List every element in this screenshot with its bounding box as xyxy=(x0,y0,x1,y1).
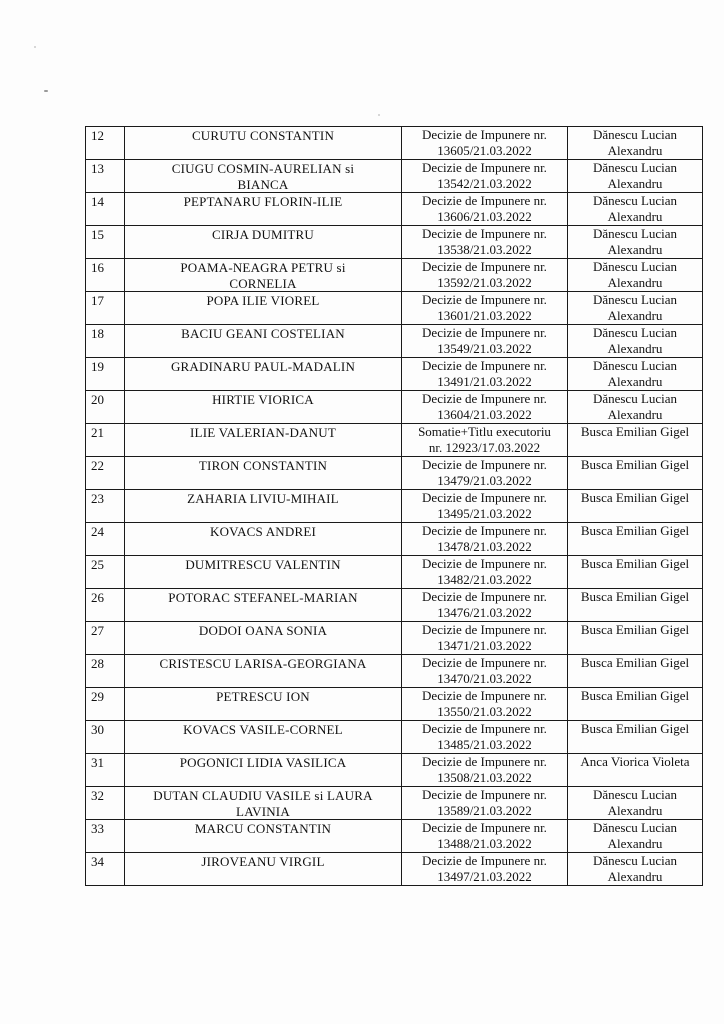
taxpayer-name-cell xyxy=(125,424,402,457)
taxpayer-name-cell xyxy=(125,622,402,655)
agent-line: Busca Emilian Gigel xyxy=(580,424,690,439)
taxpayer-name-cell xyxy=(125,226,402,259)
document-line: 13495/21.03.2022 xyxy=(437,505,532,521)
taxpayer-name-cell xyxy=(125,358,402,391)
taxpayer-name-line: POPA ILIE VIOREL xyxy=(206,293,320,308)
agent-line: Busca Emilian Gigel xyxy=(580,655,690,670)
document-line: Decizie de Impunere nr. xyxy=(422,127,547,142)
taxpayer-name-cell xyxy=(125,655,402,688)
taxpayer-name-line: POTORAC STEFANEL-MARIAN xyxy=(168,590,358,605)
taxpayer-name-cell xyxy=(125,523,402,556)
document-line: 13606/21.03.2022 xyxy=(437,208,532,224)
taxpayer-name-line: JIROVEANU VIRGIL xyxy=(201,854,325,869)
taxpayer-name-cell xyxy=(125,127,402,160)
table-row xyxy=(86,754,703,787)
agent-cell xyxy=(568,523,703,556)
agent-cell xyxy=(568,622,703,655)
taxpayer-name-cell xyxy=(125,688,402,721)
document-line: Somatie+Titlu executoriu xyxy=(418,424,551,439)
agent-cell xyxy=(568,688,703,721)
table-row xyxy=(86,325,703,358)
agent-line: Dănescu Lucian xyxy=(592,820,678,835)
agent-line: Alexandru xyxy=(607,142,663,158)
agent-line: Alexandru xyxy=(607,274,663,290)
document-cell xyxy=(402,226,568,259)
taxpayer-name-line: BIANCA xyxy=(237,176,289,192)
agent-cell xyxy=(568,259,703,292)
document-line: Decizie de Impunere nr. xyxy=(422,523,547,538)
taxpayer-name-line: KOVACS ANDREI xyxy=(209,524,317,539)
agent-cell xyxy=(568,754,703,787)
taxpayer-name-line: BACIU GEANI COSTELIAN xyxy=(181,326,345,341)
row-number-cell: 21 xyxy=(86,424,125,457)
document-line: Decizie de Impunere nr. xyxy=(422,391,547,406)
row-number-cell: 13 xyxy=(86,160,125,193)
row-number-cell: 18 xyxy=(86,325,125,358)
table-row xyxy=(86,391,703,424)
agent-cell xyxy=(568,556,703,589)
agent-line: Dănescu Lucian xyxy=(592,127,678,142)
row-number-cell: 22 xyxy=(86,457,125,490)
row-number-cell: 15 xyxy=(86,226,125,259)
row-number-cell: 30 xyxy=(86,721,125,754)
document-line: Decizie de Impunere nr. xyxy=(422,655,547,670)
table-row xyxy=(86,226,703,259)
agent-cell xyxy=(568,325,703,358)
taxpayer-name-line: LAVINIA xyxy=(236,803,290,819)
document-cell xyxy=(402,589,568,622)
document-line: 13485/21.03.2022 xyxy=(437,736,532,752)
agent-line: Alexandru xyxy=(607,868,663,884)
document-cell xyxy=(402,853,568,886)
agent-line: Dănescu Lucian xyxy=(592,226,678,241)
agent-cell xyxy=(568,292,703,325)
table-row xyxy=(86,523,703,556)
document-line: Decizie de Impunere nr. xyxy=(422,292,547,307)
taxpayer-name-line: CIUGU COSMIN-AURELIAN si xyxy=(171,161,355,176)
table-row xyxy=(86,193,703,226)
document-line: Decizie de Impunere nr. xyxy=(422,358,547,373)
document-cell xyxy=(402,787,568,820)
agent-line: Alexandru xyxy=(607,208,663,224)
document-cell xyxy=(402,820,568,853)
row-number-cell: 28 xyxy=(86,655,125,688)
agent-line: Alexandru xyxy=(607,373,663,389)
agent-line: Alexandru xyxy=(607,340,663,356)
document-line: 13601/21.03.2022 xyxy=(437,307,532,323)
agent-line: Busca Emilian Gigel xyxy=(580,721,690,736)
document-line: 13488/21.03.2022 xyxy=(437,835,532,851)
taxpayer-name-line: CRISTESCU LARISA-GEORGIANA xyxy=(159,656,367,671)
table-row xyxy=(86,424,703,457)
document-line: Decizie de Impunere nr. xyxy=(422,193,547,208)
taxpayer-name-line: DODOI OANA SONIA xyxy=(198,623,328,638)
row-number-cell: 32 xyxy=(86,787,125,820)
taxpayer-name-cell xyxy=(125,457,402,490)
document-cell xyxy=(402,754,568,787)
document-cell xyxy=(402,457,568,490)
table-row xyxy=(86,787,703,820)
agent-line: Busca Emilian Gigel xyxy=(580,688,690,703)
agent-line: Dănescu Lucian xyxy=(592,160,678,175)
document-line: Decizie de Impunere nr. xyxy=(422,721,547,736)
document-line: Decizie de Impunere nr. xyxy=(422,259,547,274)
agent-cell xyxy=(568,490,703,523)
document-line: Decizie de Impunere nr. xyxy=(422,160,547,175)
document-line: 13476/21.03.2022 xyxy=(437,604,532,620)
taxpayer-name-cell xyxy=(125,292,402,325)
document-line: Decizie de Impunere nr. xyxy=(422,556,547,571)
scan-speck xyxy=(378,114,380,116)
row-number-cell: 19 xyxy=(86,358,125,391)
agent-line: Dănescu Lucian xyxy=(592,391,678,406)
document-line: 13497/21.03.2022 xyxy=(437,868,532,884)
document-cell xyxy=(402,424,568,457)
agent-line: Busca Emilian Gigel xyxy=(580,556,690,571)
document-cell xyxy=(402,490,568,523)
agent-cell xyxy=(568,457,703,490)
scan-speck xyxy=(44,90,48,92)
agent-line: Dănescu Lucian xyxy=(592,787,678,802)
document-cell xyxy=(402,259,568,292)
document-cell xyxy=(402,391,568,424)
taxpayer-name-line: TIRON CONSTANTIN xyxy=(198,458,328,473)
agent-cell xyxy=(568,193,703,226)
table-row xyxy=(86,721,703,754)
agent-cell xyxy=(568,787,703,820)
taxpayer-name-line: MARCU CONSTANTIN xyxy=(194,821,332,836)
agent-line: Busca Emilian Gigel xyxy=(580,523,690,538)
document-line: 13482/21.03.2022 xyxy=(437,571,532,587)
document-line: Decizie de Impunere nr. xyxy=(422,457,547,472)
row-number-cell: 23 xyxy=(86,490,125,523)
document-line: 13470/21.03.2022 xyxy=(437,670,532,686)
table-row xyxy=(86,259,703,292)
taxpayer-name-cell xyxy=(125,820,402,853)
taxpayer-name-line: DUTAN CLAUDIU VASILE si LAURA xyxy=(153,788,373,803)
taxpayer-name-cell xyxy=(125,490,402,523)
document-cell xyxy=(402,688,568,721)
document-line: 13592/21.03.2022 xyxy=(437,274,532,290)
agent-cell xyxy=(568,226,703,259)
agent-line: Anca Viorica Violeta xyxy=(580,754,690,769)
taxpayer-name-line: ILIE VALERIAN-DANUT xyxy=(190,425,336,440)
document-line: Decizie de Impunere nr. xyxy=(422,754,547,769)
agent-line: Dănescu Lucian xyxy=(592,325,678,340)
document-line: 13471/21.03.2022 xyxy=(437,637,532,653)
agent-line: Busca Emilian Gigel xyxy=(580,622,690,637)
row-number-cell: 26 xyxy=(86,589,125,622)
document-cell xyxy=(402,160,568,193)
document-cell xyxy=(402,556,568,589)
agent-cell xyxy=(568,820,703,853)
taxpayer-name-cell xyxy=(125,556,402,589)
taxpayer-name-line: POAMA-NEAGRA PETRU si xyxy=(180,260,346,275)
table-row xyxy=(86,127,703,160)
document-cell xyxy=(402,358,568,391)
agent-line: Dănescu Lucian xyxy=(592,358,678,373)
row-number-cell: 24 xyxy=(86,523,125,556)
document-line: Decizie de Impunere nr. xyxy=(422,325,547,340)
row-number-cell: 29 xyxy=(86,688,125,721)
document-line: 13550/21.03.2022 xyxy=(437,703,532,719)
agent-cell xyxy=(568,160,703,193)
taxpayer-name-cell xyxy=(125,589,402,622)
document-line: 13478/21.03.2022 xyxy=(437,538,532,554)
agent-line: Alexandru xyxy=(607,307,663,323)
row-number-cell: 20 xyxy=(86,391,125,424)
table-row xyxy=(86,820,703,853)
document-line: 13542/21.03.2022 xyxy=(437,175,532,191)
taxpayer-name-line: CORNELIA xyxy=(229,275,297,291)
taxpayer-name-line: KOVACS VASILE-CORNEL xyxy=(183,722,343,737)
document-line: Decizie de Impunere nr. xyxy=(422,853,547,868)
taxpayer-name-line: DUMITRESCU VALENTIN xyxy=(185,557,341,572)
document-line: 13605/21.03.2022 xyxy=(437,142,532,158)
agent-line: Busca Emilian Gigel xyxy=(580,457,690,472)
scan-speck xyxy=(34,46,36,48)
agent-cell xyxy=(568,721,703,754)
taxpayer-name-cell xyxy=(125,787,402,820)
row-number-cell: 34 xyxy=(86,853,125,886)
records-table xyxy=(85,126,703,886)
row-number-cell: 33 xyxy=(86,820,125,853)
document-cell xyxy=(402,325,568,358)
row-number-cell: 31 xyxy=(86,754,125,787)
document-line: 13508/21.03.2022 xyxy=(437,769,532,785)
row-number-cell: 14 xyxy=(86,193,125,226)
agent-line: Alexandru xyxy=(607,406,663,422)
document-line: 13538/21.03.2022 xyxy=(437,241,532,257)
document-cell xyxy=(402,622,568,655)
agent-cell xyxy=(568,853,703,886)
document-line: Decizie de Impunere nr. xyxy=(422,490,547,505)
table-row xyxy=(86,292,703,325)
taxpayer-name-cell xyxy=(125,754,402,787)
document-line: Decizie de Impunere nr. xyxy=(422,688,547,703)
row-number-cell: 12 xyxy=(86,127,125,160)
taxpayer-name-cell xyxy=(125,193,402,226)
document-line: 13479/21.03.2022 xyxy=(437,472,532,488)
agent-cell xyxy=(568,589,703,622)
agent-cell xyxy=(568,127,703,160)
taxpayer-name-line: CIRJA DUMITRU xyxy=(212,227,314,242)
taxpayer-name-line: ZAHARIA LIVIU-MIHAIL xyxy=(187,491,339,506)
agent-line: Alexandru xyxy=(607,241,663,257)
row-number-cell: 25 xyxy=(86,556,125,589)
document-line: Decizie de Impunere nr. xyxy=(422,622,547,637)
taxpayer-name-cell xyxy=(125,853,402,886)
document-line: 13604/21.03.2022 xyxy=(437,406,532,422)
table-row xyxy=(86,556,703,589)
agent-line: Dănescu Lucian xyxy=(592,193,678,208)
taxpayer-name-cell xyxy=(125,325,402,358)
agent-cell xyxy=(568,424,703,457)
agent-line: Dănescu Lucian xyxy=(592,292,678,307)
taxpayer-name-line: HIRTIE VIORICA xyxy=(212,392,314,407)
document-cell xyxy=(402,721,568,754)
taxpayer-name-line: PEPTANARU FLORIN-ILIE xyxy=(183,194,343,209)
agent-cell xyxy=(568,655,703,688)
table-row xyxy=(86,655,703,688)
agent-line: Alexandru xyxy=(607,802,663,818)
document-cell xyxy=(402,655,568,688)
taxpayer-name-cell xyxy=(125,259,402,292)
document-line: 13491/21.03.2022 xyxy=(437,373,532,389)
taxpayer-name-line: CURUTU CONSTANTIN xyxy=(191,128,335,143)
taxpayer-name-line: PETRESCU ION xyxy=(216,689,310,704)
agent-line: Dănescu Lucian xyxy=(592,853,678,868)
agent-cell xyxy=(568,391,703,424)
document-cell xyxy=(402,292,568,325)
table-row xyxy=(86,688,703,721)
taxpayer-name-cell xyxy=(125,721,402,754)
taxpayer-name-line: GRADINARU PAUL-MADALIN xyxy=(170,359,356,374)
agent-line: Busca Emilian Gigel xyxy=(580,589,690,604)
row-number-cell: 17 xyxy=(86,292,125,325)
document-line: Decizie de Impunere nr. xyxy=(422,226,547,241)
document-line: Decizie de Impunere nr. xyxy=(422,787,547,802)
document-line: nr. 12923/17.03.2022 xyxy=(428,439,541,455)
table-row xyxy=(86,853,703,886)
table-row xyxy=(86,457,703,490)
table-row xyxy=(86,490,703,523)
agent-line: Dănescu Lucian xyxy=(592,259,678,274)
document-cell xyxy=(402,523,568,556)
agent-cell xyxy=(568,358,703,391)
table-row xyxy=(86,589,703,622)
document-line: 13589/21.03.2022 xyxy=(437,802,532,818)
taxpayer-name-cell xyxy=(125,391,402,424)
document-cell xyxy=(402,127,568,160)
agent-line: Alexandru xyxy=(607,175,663,191)
taxpayer-name-cell xyxy=(125,160,402,193)
table-row xyxy=(86,358,703,391)
row-number-cell: 27 xyxy=(86,622,125,655)
table-row xyxy=(86,160,703,193)
document-line: Decizie de Impunere nr. xyxy=(422,820,547,835)
taxpayer-name-line: POGONICI LIDIA VASILICA xyxy=(179,755,347,770)
records-table-body xyxy=(86,127,703,886)
document-line: Decizie de Impunere nr. xyxy=(422,589,547,604)
row-number-cell: 16 xyxy=(86,259,125,292)
agent-line: Alexandru xyxy=(607,835,663,851)
agent-line: Busca Emilian Gigel xyxy=(580,490,690,505)
table-row xyxy=(86,622,703,655)
document-cell xyxy=(402,193,568,226)
document-line: 13549/21.03.2022 xyxy=(437,340,532,356)
